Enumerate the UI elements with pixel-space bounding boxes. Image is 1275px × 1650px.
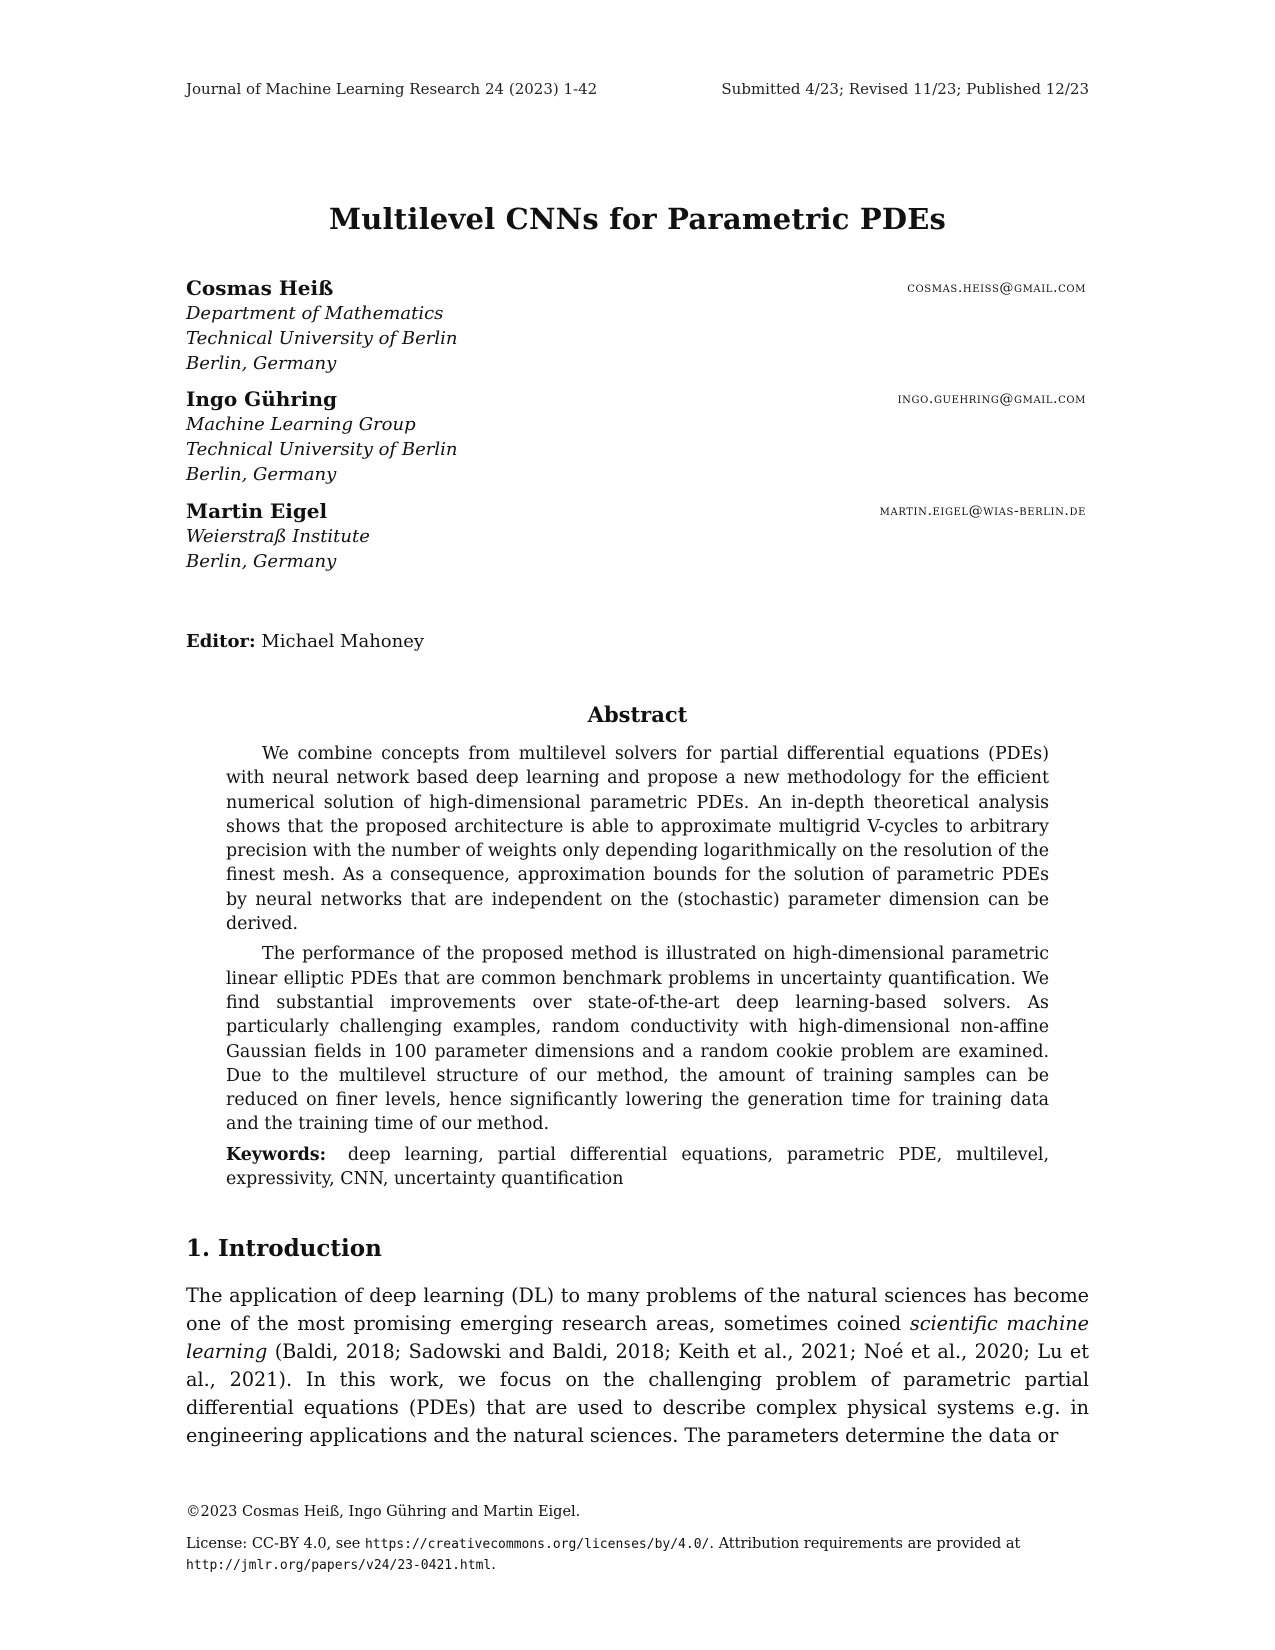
intro-emphasis: scientific machine learning — [186, 1311, 1089, 1363]
copyright-note: ©2023 Cosmas Heiß, Ingo Gühring and Martin Eigel. — [186, 1504, 581, 1520]
author-block — [186, 275, 1086, 376]
introduction-text — [186, 1282, 1089, 1449]
intro-paragraph — [186, 1282, 1089, 1449]
author-name: Cosmas Heiß — [186, 276, 334, 300]
section-heading: 1. Introduction — [186, 1235, 382, 1262]
author-email[interactable]: cosmas.heiss@gmail.com — [907, 280, 1086, 296]
intro-text-part: The application of deep learning (DL) to many problems of the natural sciences has become one of the most promising emerging research areas, sometimes coined — [186, 1284, 1089, 1335]
paper-title: Multilevel CNNs for Parametric PDEs — [328, 202, 947, 236]
editor-label: Editor: — [186, 631, 256, 652]
license-note — [186, 1534, 1089, 1576]
abstract-body — [226, 742, 1049, 1197]
author-name: Ingo Gühring — [186, 387, 338, 411]
abstract-paragraph: We combine concepts from multilevel solvers for partial differential equations (PDEs) with neural network based deep learning and propose a new methodology for the efficient numerical solution of high-dimensional parametric PDEs. An in-depth theoretical analysis shows that the proposed architecture is able to approximate multigrid V-cycles to arbitrary precision with the number of weights only depending logarithmically on the resolution of the finest mesh. As a consequence, approximation bounds for the solution of parametric PDEs by neural networks that are independent on the (stochastic) parameter dimension can be derived. — [226, 744, 1049, 935]
author-affiliation-line: Berlin, Germany — [186, 464, 337, 485]
journal-header: Journal of Machine Learning Research 24 (2023) 1-42 — [186, 80, 598, 98]
editor-line — [186, 631, 424, 652]
author-affiliation-line: Department of Mathematics — [186, 303, 444, 324]
author-email[interactable]: ingo.guehring@gmail.com — [897, 391, 1086, 407]
license-text: . Attribution requirements are provided at — [709, 1536, 1021, 1552]
intro-text-part: (Baldi, 2018; Sadowski and Baldi, 2018; Keith et al., 2021; Noé et al., 2020; Lu et al., 2021). In this work, we focus on the challenging problem of parametric partial differential equations (PDEs) that are used to describe complex physical systems e.g. in engineering applications and the natural sciences. The parameters determine the data or — [186, 1339, 1089, 1447]
publication-dates: Submitted 4/23; Revised 11/23; Published 12/23 — [721, 80, 1089, 98]
license-link[interactable]: https://creativecommons.org/licenses/by/4.0/ — [364, 1537, 710, 1552]
license-text: . — [491, 1557, 496, 1573]
author-affiliation-line: Machine Learning Group — [186, 414, 416, 435]
author-block — [186, 498, 1086, 574]
author-affiliation-line: Technical University of Berlin — [186, 439, 458, 460]
author-affiliation-line: Berlin, Germany — [186, 353, 337, 374]
abstract-paragraph: The performance of the proposed method is illustrated on high-dimensional parametric linear elliptic PDEs that are common benchmark problems in uncertainty quantification. We find substantial improvements over state-of-the-art deep learning-based solvers. As particularly challenging examples, random conductivity with high-dimensional non-affine Gaussian fields in 100 parameter dimensions and a random cookie problem are examined. Due to the multilevel structure of our method, the amount of training samples can be reduced on finer levels, hence significantly lowering the generation time for training data and the training time of our method. — [226, 944, 1049, 1135]
license-text: License: CC-BY 4.0, see — [186, 1536, 365, 1552]
author-affiliation-line: Berlin, Germany — [186, 551, 337, 572]
author-affiliation-line: Technical University of Berlin — [186, 328, 458, 349]
attribution-link[interactable]: http://jmlr.org/papers/v24/23-0421.html — [186, 1558, 492, 1573]
keywords-list: deep learning, partial differential equations, parametric PDE, multilevel, expressivity, CNN, uncertainty quantification — [226, 1144, 1049, 1190]
author-email[interactable]: martin.eigel@wias-berlin.de — [879, 503, 1086, 519]
keywords-label: Keywords: — [226, 1144, 327, 1165]
author-name: Martin Eigel — [186, 499, 328, 523]
keywords — [226, 1143, 1049, 1192]
editor-name: Michael Mahoney — [261, 631, 425, 652]
author-affiliation-line: Weierstraß Institute — [186, 526, 370, 547]
abstract-heading: Abstract — [587, 702, 688, 727]
author-block — [186, 386, 1086, 487]
